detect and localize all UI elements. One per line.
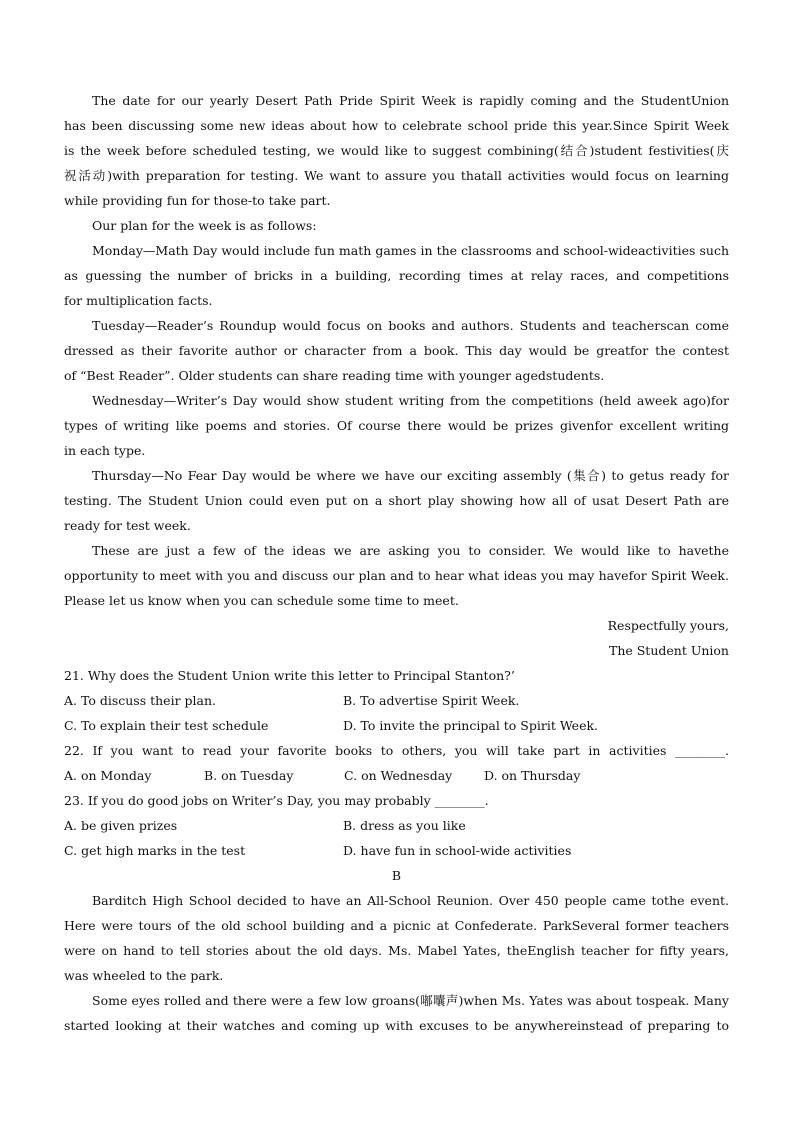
passage-line: 祝活动)with preparation for testing. We want to assure you thatall activities would focus on learning <box>64 168 729 183</box>
option: C. on Wednesday <box>344 768 453 783</box>
passage-line: is the week before scheduled testing, we would like to suggest combining(结合)student festivities(庆 <box>64 143 729 158</box>
option: A. be given prizes <box>64 818 178 833</box>
question-stem: 23. If you do good jobs on Writer’s Day, you may probably ________. <box>64 793 489 808</box>
option-row <box>64 713 729 738</box>
passage-line: ready for test week. <box>64 518 191 533</box>
option-row <box>64 688 729 713</box>
letter-signature: The Student Union <box>608 643 729 658</box>
passage-line: The date for our yearly Desert Path Pride Spirit Week is rapidly coming and the StudentUnion <box>92 93 729 108</box>
passage-line: started looking at their watches and coming up with excuses to be anywhereinstead of preparing to <box>64 1018 729 1033</box>
section-heading: B <box>391 868 402 883</box>
question-stem: 21. Why does the Student Union write this letter to Principal Stanton?’ <box>64 668 515 683</box>
passage-line: was wheeled to the park. <box>64 968 224 983</box>
option: B. To advertise Spirit Week. <box>343 693 520 708</box>
option-row <box>64 813 729 838</box>
letter-closing: Respectfully yours, <box>607 618 729 633</box>
option: D. have fun in school-wide activities <box>343 843 572 858</box>
option-row <box>64 838 729 863</box>
passage-line: dressed as their favorite author or character from a book. This day would be greatfor the contest <box>64 343 729 358</box>
passage-line: Monday—Math Day would include fun math games in the classrooms and school-wideactivities such <box>92 243 729 258</box>
option-row <box>64 763 729 788</box>
passage-line: types of writing like poems and stories. Of course there would be prizes givenfor excellent writing <box>64 418 729 433</box>
passage-line: opportunity to meet with you and discuss our plan and to hear what ideas you may havefor Spirit Week. <box>64 568 729 583</box>
passage-line: were on hand to tell stories about the old days. Ms. Mabel Yates, theEnglish teacher for fifty years, <box>64 943 729 958</box>
passage-line: Wednesday—Writer’s Day would show student writing from the competitions (held aweek ago)for <box>92 393 729 408</box>
passage-line: while providing fun for those-to take part. <box>64 193 331 208</box>
passage-line: as guessing the number of bricks in a building, recording times at relay races, and competitions <box>64 268 729 283</box>
passage-line: Some eyes rolled and there were a few low groans(嘟囔声)when Ms. Yates was about tospeak. Many <box>92 993 729 1008</box>
passage-line: Please let us know when you can schedule some time to meet. <box>64 593 459 608</box>
passage-line: Thursday—No Fear Day would be where we have our exciting assembly (集合) to getus ready for <box>92 468 729 483</box>
passage-line: in each type. <box>64 443 146 458</box>
option: B. on Tuesday <box>204 768 294 783</box>
option: B. dress as you like <box>343 818 466 833</box>
passage-line: testing. The Student Union could even put on a short play showing how all of usat Desert Path are <box>64 493 729 508</box>
passage-line: for multiplication facts. <box>64 293 213 308</box>
passage-line: has been discussing some new ideas about how to celebrate school pride this year.Since Spirit Week <box>64 118 729 133</box>
option: D. To invite the principal to Spirit Week. <box>343 718 599 733</box>
option: D. on Thursday <box>484 768 581 783</box>
passage-line: Our plan for the week is as follows: <box>92 218 317 233</box>
option: A. on Monday <box>64 768 152 783</box>
passage-line: Here were tours of the old school building and a picnic at Confederate. ParkSeveral former teachers <box>64 918 729 933</box>
option: A. To discuss their plan. <box>64 693 217 708</box>
passage-line: Tuesday—Reader’s Roundup would focus on books and authors. Students and teacherscan come <box>92 318 729 333</box>
passage-line: of “Best Reader”. Older students can share reading time with younger agedstudents. <box>64 368 605 383</box>
passage-line: These are just a few of the ideas we are asking you to consider. We would like to havethe <box>92 543 729 558</box>
question-stem: 22. If you want to read your favorite books to others, you will take part in activities ________. <box>64 743 729 758</box>
option: C. To explain their test schedule <box>64 718 269 733</box>
passage-line: Barditch High School decided to have an All-School Reunion. Over 450 people came tothe event. <box>92 893 729 908</box>
document-page <box>64 88 729 1038</box>
option: C. get high marks in the test <box>64 843 246 858</box>
